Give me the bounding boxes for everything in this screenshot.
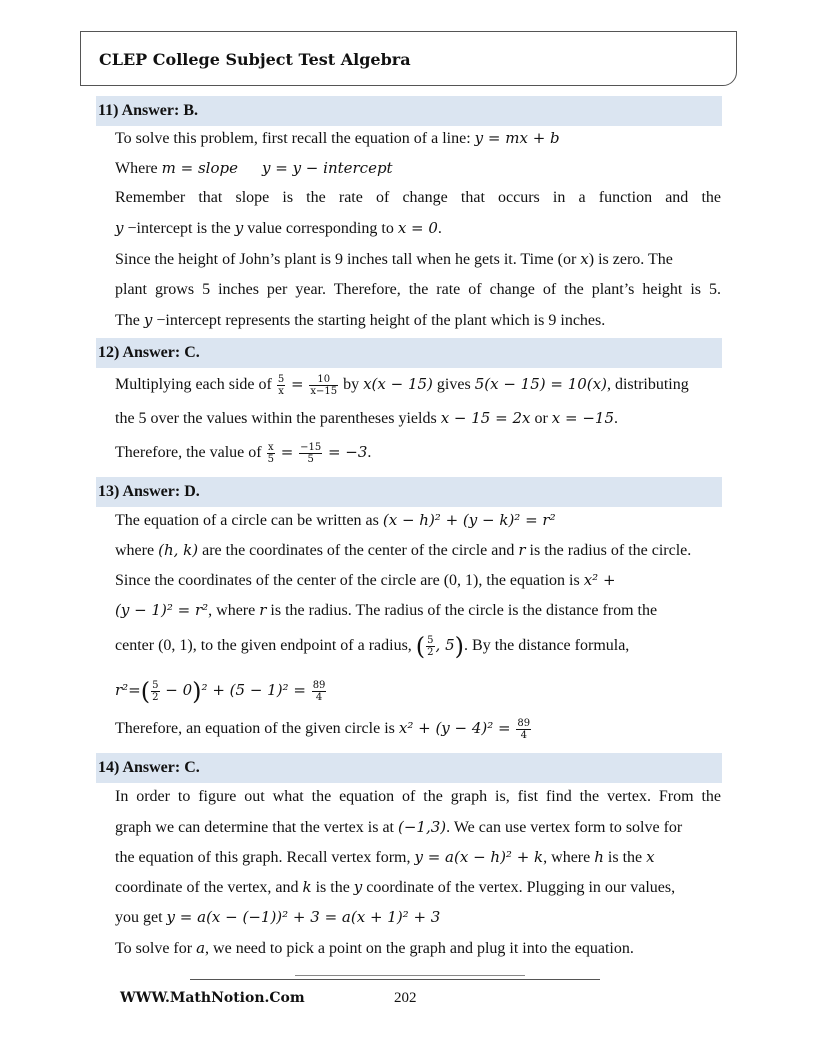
answer-13-line-3: Since the coordinates of the center of the circle are (0, 1), the equation is x² +: [115, 571, 616, 589]
answer-14-line-3: the equation of this graph. Recall vertex form, y = a(x − h)² + k, where h is the x: [115, 848, 655, 866]
answer-14-line-5: you get y = a(x − (−1))² + 3 = a(x + 1)² + 3: [115, 908, 441, 926]
answer-11-line-4: y −intercept is the y value corresponding to x = 0.: [115, 219, 442, 237]
answer-11-line-3: Remember that slope is the rate of change that occurs in a function and the: [115, 189, 721, 206]
answer-11-line-5: Since the height of John’s plant is 9 inches tall when he gets it. Time (or x) is zero. The: [115, 250, 673, 268]
answer-14-line-2: graph we can determine that the vertex is at (−1,3). We can use vertex form to solve for: [115, 818, 683, 836]
answer-11-line-2: Where m = slope y = y − intercept: [115, 159, 393, 177]
fraction: $\frac{10}{x-15}$: [310, 373, 338, 397]
answer-13-line-1: The equation of a circle can be written as (x − h)² + (y − k)² = r²: [115, 511, 556, 529]
answer-13-line-7: Therefore, an equation of the given circle is x² + (y − 4)² = $\frac{89}{4}$: [115, 717, 531, 741]
footer-rule-short: [295, 975, 525, 976]
answer-14-heading: 14) Answer: C.: [96, 753, 722, 783]
answer-12-line-2: the 5 over the values within the parentheses yields x − 15 = 2x or x = −15.: [115, 409, 619, 427]
answer-14-line-1: In order to figure out what the equation of the graph is, fist find the vertex. From the: [115, 788, 721, 805]
answer-13-line-5: center (0, 1), to the given endpoint of a radius, ( $\frac{5}{2}$ , 5). By the distance formula,: [115, 632, 630, 661]
answer-13-line-4: (y − 1)² = r², where r is the radius. The radius of the circle is the distance from the: [115, 601, 658, 619]
answer-13-line-2: where (h, k) are the coordinates of the center of the circle and r is the radius of the circle.: [115, 541, 692, 559]
fraction: $\frac{-15}{5}$: [300, 441, 322, 465]
answer-14-line-6: To solve for a, we need to pick a point on the graph and plug it into the equation.: [115, 939, 634, 957]
fraction: $\frac{5}{2}$: [427, 634, 434, 658]
answer-13-line-6: r²=( $\frac{5}{2}$ − 0)² + (5 − 1)² = $\frac{89}{4}$: [115, 677, 326, 706]
fraction: $\frac{5}{x}$: [277, 373, 285, 397]
answer-12-line-3: Therefore, the value of $\frac{x}{5}$ = $\frac{-15}{5}$ = −3.: [115, 441, 372, 465]
header-box: [80, 31, 737, 86]
answer-14-line-4: coordinate of the vertex, and k is the y coordinate of the vertex. Plugging in our values,: [115, 878, 676, 896]
fraction: $\frac{89}{4}$: [517, 717, 531, 741]
footer-rule: [190, 979, 600, 980]
fraction: $\frac{x}{5}$: [267, 441, 274, 465]
answer-11-line-1: To solve this problem, first recall the equation of a line: y = mx + b: [115, 129, 560, 147]
answer-11-line-7: The y −intercept represents the starting height of the plant which is 9 inches.: [115, 311, 606, 329]
page-title: CLEP College Subject Test Algebra: [99, 50, 411, 69]
answer-13-heading: 13) Answer: D.: [96, 477, 722, 507]
answer-12-line-1: Multiplying each side of $\frac{5}{x}$ = $\frac{10}{x-15}$ by x(x − 15) gives 5(x − 15) = 10(x), distributing: [115, 373, 689, 397]
answer-11-heading: 11) Answer: B.: [96, 96, 722, 126]
footer-website: WWW.MathNotion.Com: [120, 990, 305, 1006]
fraction: $\frac{89}{4}$: [312, 679, 326, 703]
answer-12-heading: 12) Answer: C.: [96, 338, 722, 368]
fraction: $\frac{5}{2}$: [152, 679, 159, 703]
answer-11-line-6: plant grows 5 inches per year. Therefore, the rate of change of the plant’s height is 5.: [115, 281, 721, 298]
page-number: 202: [394, 990, 417, 1006]
